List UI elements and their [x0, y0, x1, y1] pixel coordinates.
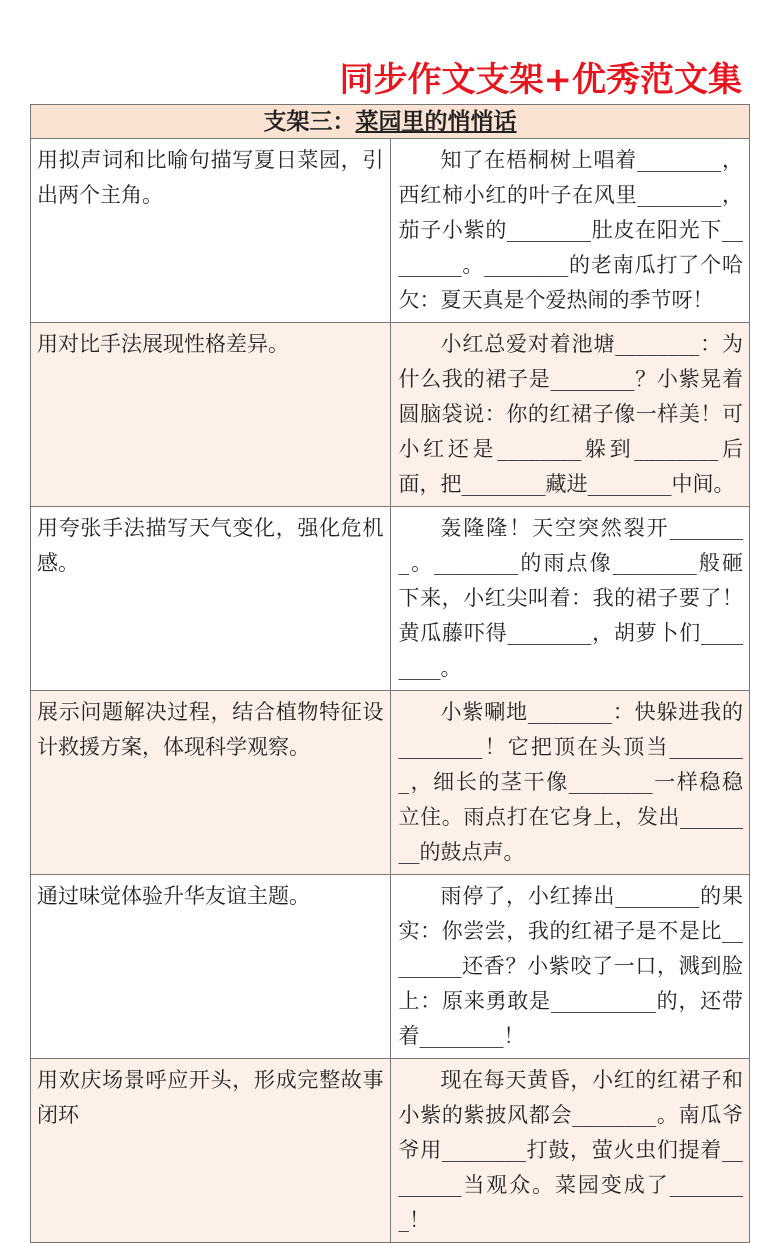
table-row: [31, 875, 750, 1059]
fill-blank-text: 现在每天黄昏，小红的红裙子和小紫的紫披风都会________。南瓜爷爷用________打鼓，萤火虫们提着________当观众。菜园变成了________！: [390, 1059, 750, 1243]
method-cell: 用欢庆场景呼应开头，形成完整故事闭环: [31, 1059, 391, 1243]
fill-blank-text: 轰隆隆！天空突然裂开________。________的雨点像________般砸下来，小红尖叫着：我的裙子要了！黄瓜藤吓得________，胡萝卜们________。: [390, 507, 750, 691]
table-title: [31, 105, 750, 139]
method-cell: 用拟声词和比喻句描写夏日菜园，引出两个主角。: [31, 139, 391, 323]
table-row: [31, 323, 750, 507]
brand-title: 同步作文支架+优秀范文集: [339, 60, 742, 100]
table-row: [31, 139, 750, 323]
method-cell: 用夸张手法描写天气变化，强化危机感。: [31, 507, 391, 691]
table-header: [31, 105, 750, 139]
fill-blank-text: 雨停了，小红捧出________的果实：你尝尝，我的红裙子是不是比________还香？小紫咬了一口，溅到脸上：原来勇敢是__________的，还带着________！: [390, 875, 750, 1059]
method-cell: 展示问题解决过程，结合植物特征设计救援方案，体现科学观察。: [31, 691, 391, 875]
title-text: 菜园里的悄悄话: [355, 108, 517, 135]
title-prefix: 支架三：: [263, 108, 356, 135]
method-cell: 通过味觉体验升华友谊主题。: [31, 875, 391, 1059]
table-row: [31, 507, 750, 691]
fill-blank-text: 知了在梧桐树上唱着________，西红柿小红的叶子在风里________，茄子小紫的________肚皮在阳光下________。________的老南瓜打了个哈欠：夏天真是个爱热闹的季节呀！: [390, 139, 750, 323]
table-row: [31, 1059, 750, 1243]
method-cell: 用对比手法展现性格差异。: [31, 323, 391, 507]
fill-blank-text: 小红总爱对着池塘________：为什么我的裙子是________？小紫晃着圆脑袋说：你的红裙子像一样美！可小红还是________躲到________后面，把________藏进________中间。: [390, 323, 750, 507]
scaffold-table: [30, 104, 750, 1243]
fill-blank-text: 小紫唰地________：快躲进我的________！它把顶在头顶当________，细长的茎干像________一样稳稳立住。雨点打在它身上，发出________的鼓点声。: [390, 691, 750, 875]
table-row: [31, 691, 750, 875]
